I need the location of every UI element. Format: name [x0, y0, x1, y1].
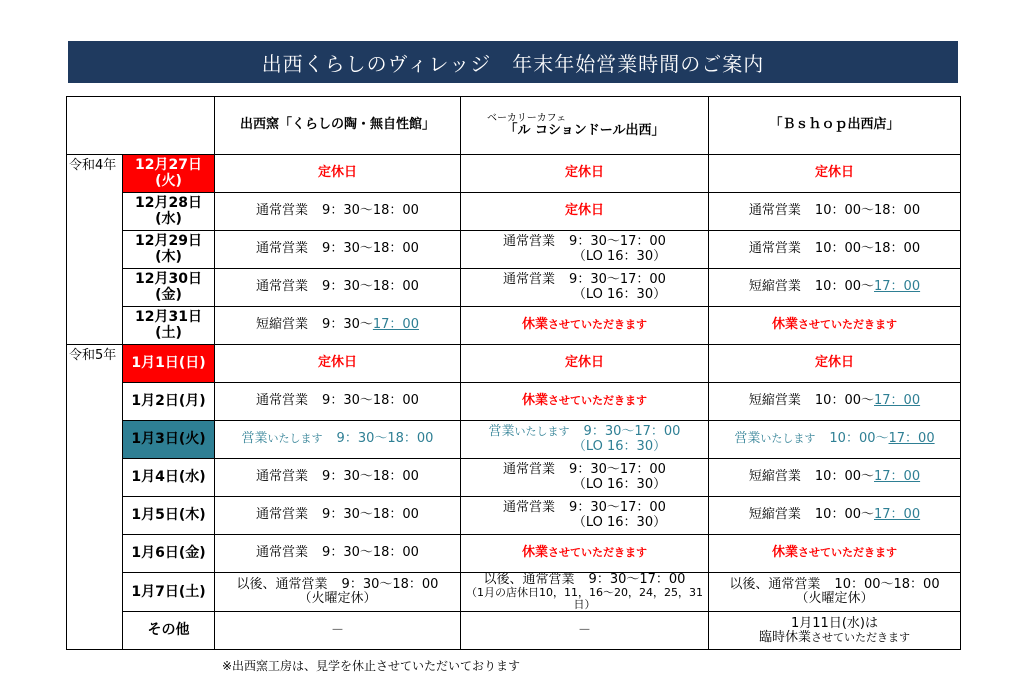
status-cell: 休業させていただきます: [461, 383, 709, 421]
hours-cell: 通常営業 9：30～17：00 （LO 16：30）: [461, 459, 709, 497]
date-cell: 1月1日(日): [123, 345, 215, 383]
other-cell: 1月11日(水)は 臨時休業させていただきます: [709, 612, 961, 650]
page-title: 出西くらしのヴィレッジ 年末年始営業時間のご案内: [68, 41, 958, 83]
table-row: [67, 345, 961, 383]
status-cell: 休業させていただきます: [461, 307, 709, 345]
table-row: [67, 231, 961, 269]
table-row: [67, 497, 961, 535]
hours-cell: 通常営業 9：30～17：00 （LO 16：30）: [461, 269, 709, 307]
date-cell: 12月27日(火): [123, 155, 215, 193]
era-label-r4: 令和4年: [67, 155, 123, 345]
hours-cell: 短縮営業 10：00～17：00: [709, 497, 961, 535]
other-label: その他: [123, 612, 215, 650]
hours-cell: 通常営業 9：30～18：00: [215, 383, 461, 421]
status-cell: 定休日: [461, 345, 709, 383]
hours-cell: 通常営業 9：30～18：00: [215, 535, 461, 573]
other-cell: －: [461, 612, 709, 650]
date-cell: 12月29日(木): [123, 231, 215, 269]
hours-cell: 通常営業 9：30～18：00: [215, 193, 461, 231]
hours-cell: 短縮営業 10：00～17：00: [709, 383, 961, 421]
header-cochon-dor: ベーカリーカフェ 「ル コションドール出西」: [461, 97, 709, 155]
status-cell: 休業させていただきます: [709, 535, 961, 573]
table-row: [67, 459, 961, 497]
table-row: [67, 383, 961, 421]
date-cell: 1月4日(水): [123, 459, 215, 497]
hours-cell: 通常営業 9：30～17：00 （LO 16：30）: [461, 497, 709, 535]
table-row: [67, 155, 961, 193]
hours-cell: 以後、通常営業 9：30～17：00 （1月の店休日10，11，16～20，24，25，31日）: [461, 573, 709, 612]
date-cell: 1月2日(月): [123, 383, 215, 421]
hours-cell: 短縮営業 10：00～17：00: [709, 269, 961, 307]
date-cell: 1月5日(木): [123, 497, 215, 535]
hours-cell: 以後、通常営業 10：00～18：00 （火曜定休）: [709, 573, 961, 612]
hours-cell: 通常営業 9：30～18：00: [215, 231, 461, 269]
hours-cell: 通常営業 10：00～18：00: [709, 193, 961, 231]
hours-cell: 通常営業 10：00～18：00: [709, 231, 961, 269]
table-header-row: [67, 97, 961, 155]
hours-cell: 短縮営業 10：00～17：00: [709, 459, 961, 497]
era-label-r5: 令和5年: [67, 345, 123, 650]
table-row: [67, 612, 961, 650]
date-cell: 12月30日(金): [123, 269, 215, 307]
hours-cell: 営業いたします 9：30～18：00: [215, 421, 461, 459]
status-cell: 定休日: [709, 155, 961, 193]
hours-cell: 短縮営業 9：30～17：00: [215, 307, 461, 345]
status-cell: 定休日: [709, 345, 961, 383]
hours-cell: 通常営業 9：30～18：00: [215, 497, 461, 535]
status-cell: 休業させていただきます: [709, 307, 961, 345]
table-row: [67, 307, 961, 345]
hours-cell: 以後、通常営業 9：30～18：00 （火曜定休）: [215, 573, 461, 612]
schedule-table: [66, 96, 961, 650]
hours-cell: 通常営業 9：30～17：00 （LO 16：30）: [461, 231, 709, 269]
hours-cell: 通常営業 9：30～18：00: [215, 269, 461, 307]
status-cell: 定休日: [461, 193, 709, 231]
date-cell: 12月28日(水): [123, 193, 215, 231]
table-row: [67, 535, 961, 573]
table-row: [67, 269, 961, 307]
table-row: [67, 193, 961, 231]
status-cell: 定休日: [215, 155, 461, 193]
other-cell: －: [215, 612, 461, 650]
date-cell: 12月31日(土): [123, 307, 215, 345]
header-bshop: 「Ｂｓｈｏｐ出西店」: [709, 97, 961, 155]
date-cell: 1月6日(金): [123, 535, 215, 573]
corner-cell: [67, 97, 215, 155]
header-shussai-gama: 出西窯「くらしの陶・無自性館」: [215, 97, 461, 155]
table-row: [67, 573, 961, 612]
hours-cell: 営業いたします 10：00～17：00: [709, 421, 961, 459]
date-cell: 1月7日(土): [123, 573, 215, 612]
hours-cell: 通常営業 9：30～18：00: [215, 459, 461, 497]
status-cell: 休業させていただきます: [461, 535, 709, 573]
date-cell: 1月3日(火): [123, 421, 215, 459]
table-row: [67, 421, 961, 459]
footnote: ※出西窯工房は、見学を休止させていただいております: [222, 659, 521, 673]
status-cell: 定休日: [461, 155, 709, 193]
status-cell: 定休日: [215, 345, 461, 383]
hours-cell: 営業いたします 9：30～17：00 （LO 16：30）: [461, 421, 709, 459]
